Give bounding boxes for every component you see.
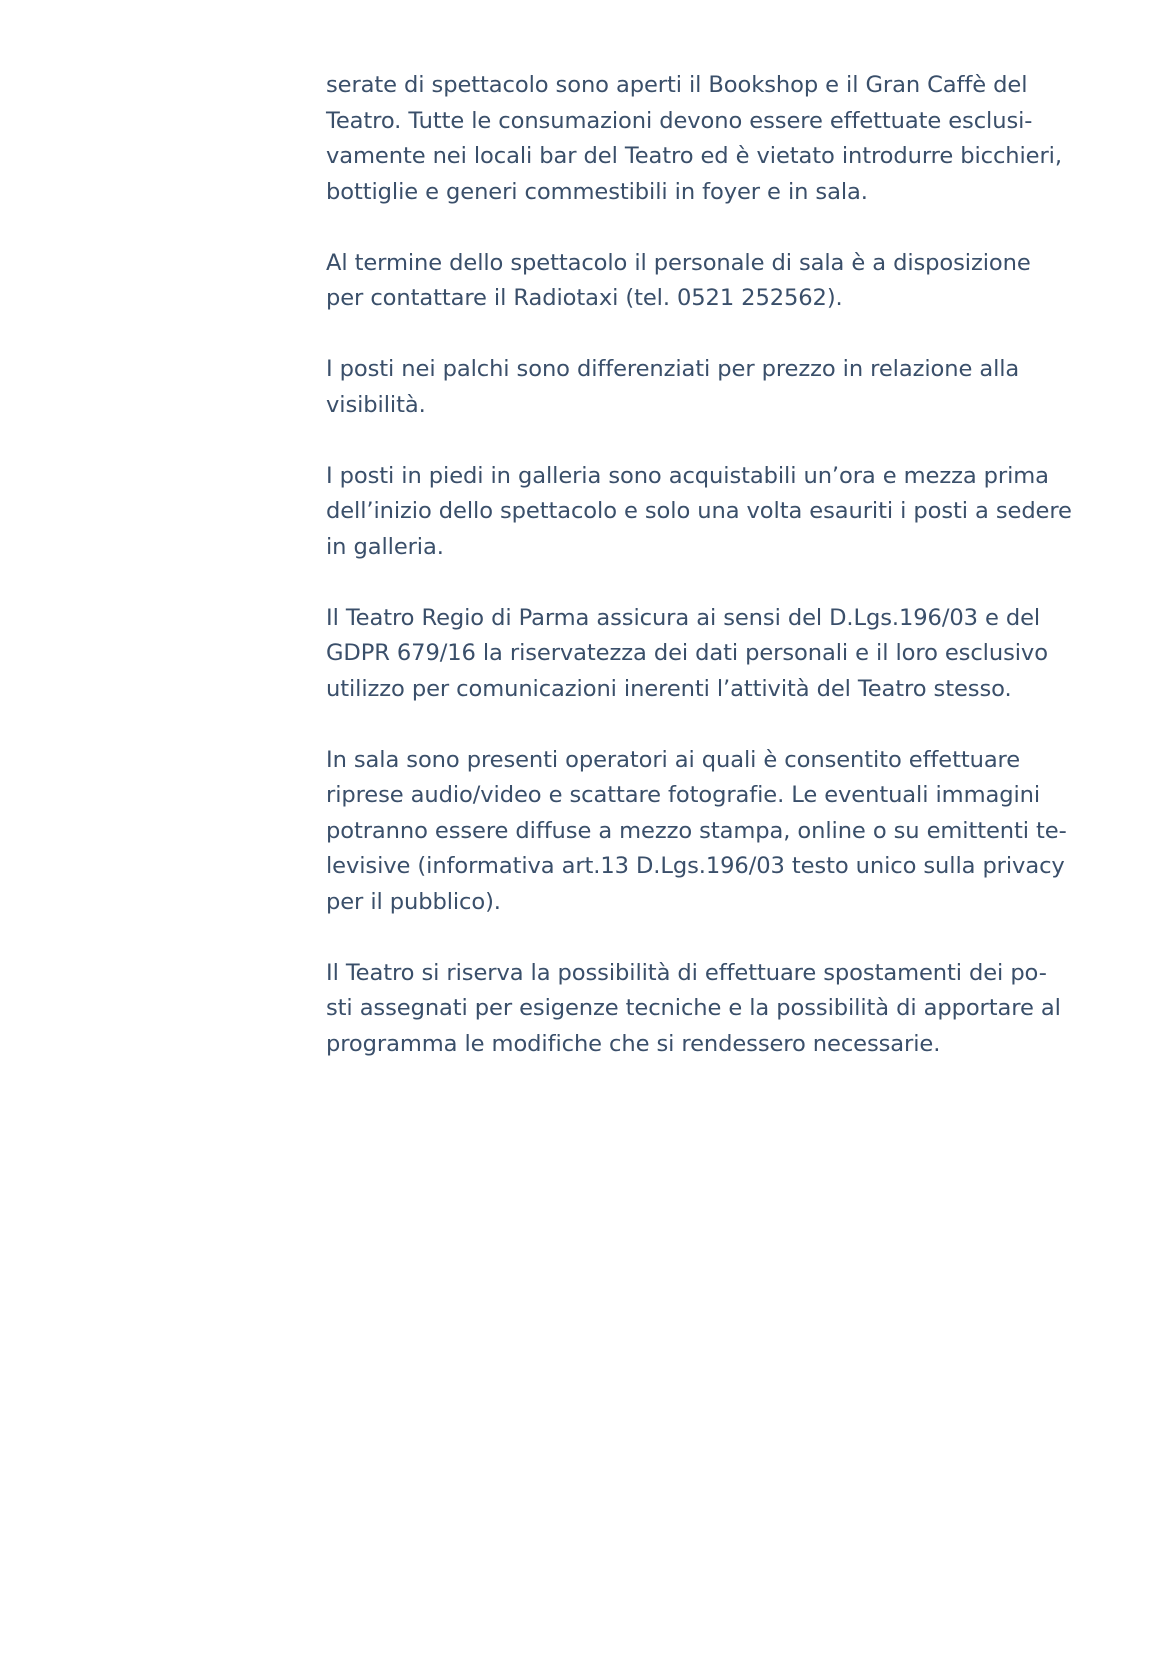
text-line: vamente nei locali bar del Teatro ed è vietato introdurre bicchieri,	[326, 143, 1062, 169]
text-line: I posti nei palchi sono differenziati per prezzo in relazione alla	[326, 356, 1020, 382]
text-line: dell’inizio dello spettacolo e solo una volta esauriti i posti a sedere	[326, 498, 1072, 524]
text-line: bottiglie e generi commestibili in foyer e in sala.	[326, 178, 868, 205]
text-line: programma le modifiche che si rendessero necessarie.	[326, 1030, 941, 1057]
text-line: per il pubblico).	[326, 888, 501, 915]
text-line: visibilità.	[326, 391, 426, 418]
paragraph-palchi	[326, 352, 1116, 423]
text-line: serate di spettacolo sono aperti il Bookshop e il Gran Caffè del	[326, 72, 1028, 98]
text-line: Il Teatro Regio di Parma assicura ai sensi del D.Lgs.196/03 e del	[326, 604, 1041, 631]
text-line: in galleria.	[326, 533, 444, 560]
body-text-column	[326, 68, 1116, 1098]
paragraph-galleria	[326, 459, 1116, 566]
paragraph-modifiche	[326, 956, 1116, 1063]
text-line: per contattare il Radiotaxi (tel. 0521 252562).	[326, 285, 843, 311]
text-line: levisive (informativa art.13 D.Lgs.196/03 testo unico sulla privacy	[326, 853, 1065, 879]
text-line: I posti in piedi in galleria sono acquistabili un’ora e mezza prima	[326, 462, 1049, 489]
text-line: Teatro. Tutte le consumazioni devono essere effettuate esclusi-	[326, 107, 1033, 134]
paragraph-bookshop-caffe	[326, 68, 1116, 210]
paragraph-radiotaxi	[326, 246, 1116, 317]
text-line: In sala sono presenti operatori ai quali è consentito effettuare	[326, 746, 1021, 773]
paragraph-riprese	[326, 743, 1116, 921]
text-line: sti assegnati per esigenze tecniche e la possibilità di apportare al	[326, 995, 1061, 1021]
paragraph-privacy	[326, 601, 1116, 708]
text-line: Il Teatro si riserva la possibilità di effettuare spostamenti dei po-	[326, 959, 1047, 986]
text-line: riprese audio/video e scattare fotografie. Le eventuali immagini	[326, 782, 1041, 808]
text-line: utilizzo per comunicazioni inerenti l’attività del Teatro stesso.	[326, 675, 1012, 702]
text-line: Al termine dello spettacolo il personale di sala è a disposizione	[326, 249, 1031, 276]
text-line: GDPR 679/16 la riservatezza dei dati personali e il loro esclusivo	[326, 640, 1048, 666]
text-line: potranno essere diffuse a mezzo stampa, online o su emittenti te-	[326, 817, 1067, 844]
